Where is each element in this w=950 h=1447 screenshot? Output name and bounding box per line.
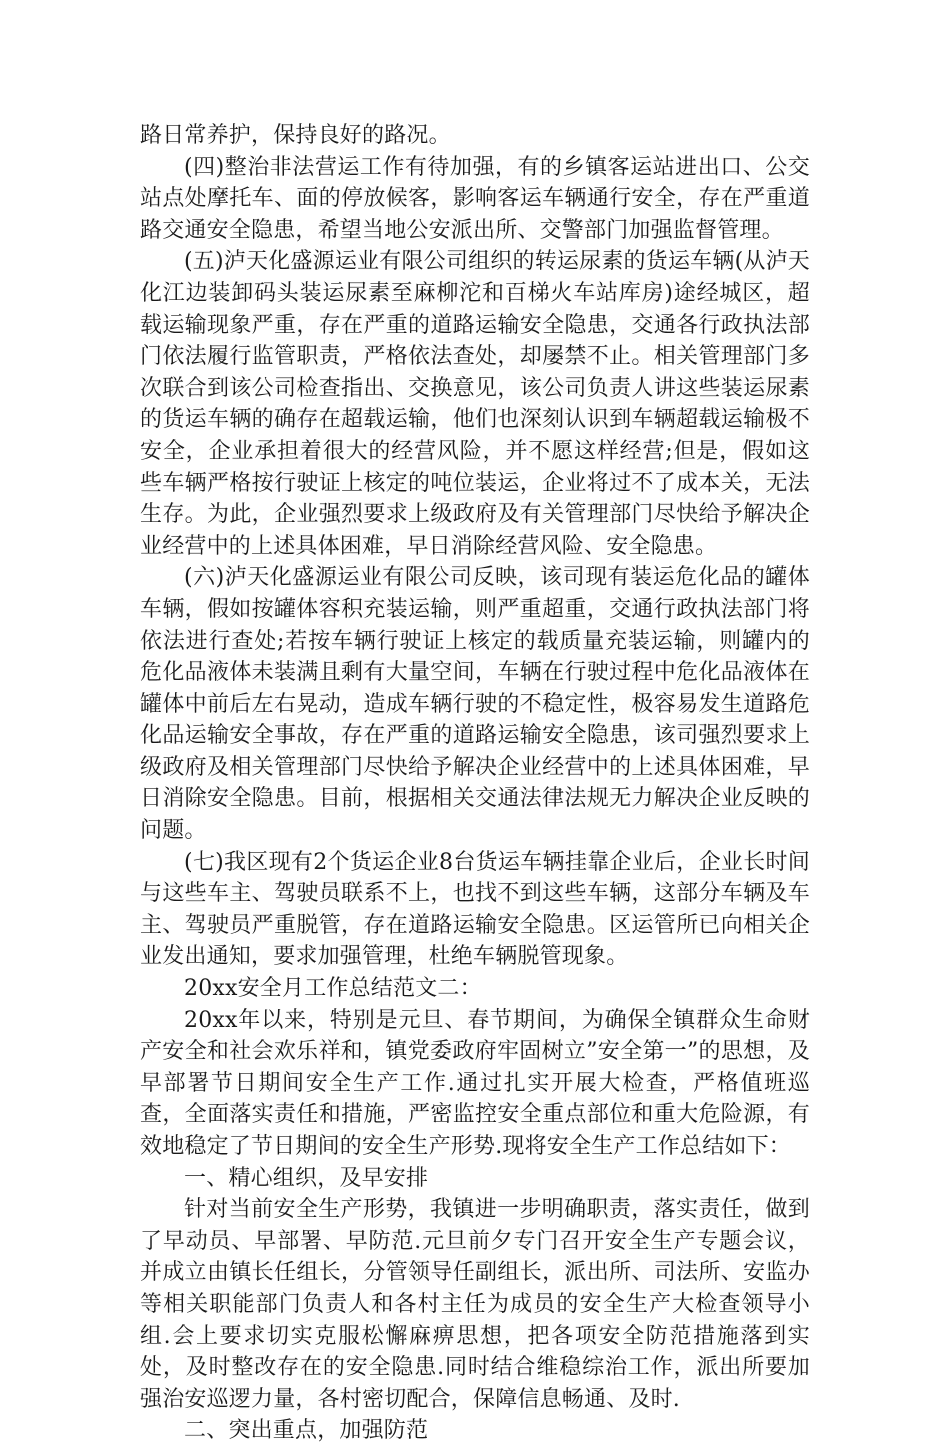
paragraph-road-maintenance: 路日常养护，保持良好的路况。 — [140, 123, 451, 148]
heading-organize-early: 一、精心组织，及早安排 — [184, 1165, 429, 1191]
paragraph-intro: 20xx年以来，特别是元旦、春节期间，为确保全镇群众生命财产安全和社会欢乐祥和，镇党委政府牢固树立”安全第一”的思想，及早部署节日期间安全生产工作.通过扎实开展大检查，严格值班巡查，全面落实责任和措施，严密监控安全重点部位和重大危险源，有效地稳定了节日期间的安全生产形势.现将安全生产工作总结如下： — [140, 1007, 810, 1159]
paragraph-item-6: (六)泸天化盛源运业有限公司反映，该司现有装运危化品的罐体车辆，假如按罐体容积充装运输，则严重超重，交通行政执法部门将依法进行查处;若按车辆行驶证上核定的载质量充装运输，则罐内的危化品液体未装满且剩有大量空间，车辆在行驶过程中危化品液体在罐体中前后左右晃动，造成车辆行驶的不稳定性，极容易发生道路危化品运输安全事故，存在严重的道路运输安全隐患，该司强烈要求上级政府及相关管理部门尽快给予解决企业经营中的上述具体困难，早日消除安全隐患。目前，根据相关交通法律法规无力解决企业反映的问题。 — [140, 565, 810, 844]
document-body — [140, 120, 810, 1447]
paragraph-organize-details: 针对当前安全生产形势，我镇进一步明确职责，落实责任，做到了早动员、早部署、早防范.元旦前夕专门召开安全生产专题会议，并成立由镇长任组长，分管领导任副组长，派出所、司法所、安监办等相关职能部门负责人和各村主任为成员的安全生产大检查领导小组.会上要求切实克服松懈麻痹思想，把各项安全防范措施落到实处，及时整改存在的安全隐患.同时结合维稳综治工作，派出所要加强治安巡逻力量，各村密切配合，保障信息畅通、及时. — [140, 1197, 810, 1412]
section-title-example-two: 20xx安全月工作总结范文二： — [184, 976, 482, 1002]
paragraph-item-7: (七)我区现有2个货运企业8台货运车辆挂靠企业后，企业长时间与这些车主、驾驶员联系不上，也找不到这些车辆，这部分车辆及车主、驾驶员严重脱管，存在道路运输安全隐患。区运管所已向相关企业发出通知，要求加强管理，杜绝车辆脱管现象。 — [140, 849, 810, 970]
heading-focus-prevention: 二、突出重点，加强防范 — [184, 1418, 429, 1444]
paragraph-item-5: (五)泸天化盛源运业有限公司组织的转运尿素的货运车辆(从泸天化江边装卸码头装运尿素至麻柳沱和百梯火车站库房)途经城区，超载运输现象严重，存在严重的道路运输安全隐患，交通各行政执法部门依法履行监管职责，严格依法查处，却屡禁不止。相关管理部门多次联合到该公司检查指出、交换意见，该公司负责人讲这些装运尿素的货运车辆的确存在超载运输，他们也深刻认识到车辆超载运输极不安全，企业承担着很大的经营风险，并不愿这样经营;但是，假如这些车辆严格按行驶证上核定的吨位装运，企业将过不了成本关，无法生存。为此，企业强烈要求上级政府及有关管理部门尽快给予解决企业经营中的上述具体困难，早日消除经营风险、安全隐患。 — [140, 249, 810, 559]
paragraph-item-4: (四)整治非法营运工作有待加强，有的乡镇客运站进出口、公交站点处摩托车、面的停放候客，影响客运车辆通行安全，存在严重道路交通安全隐患，希望当地公安派出所、交警部门加强监督管理。 — [140, 154, 810, 243]
